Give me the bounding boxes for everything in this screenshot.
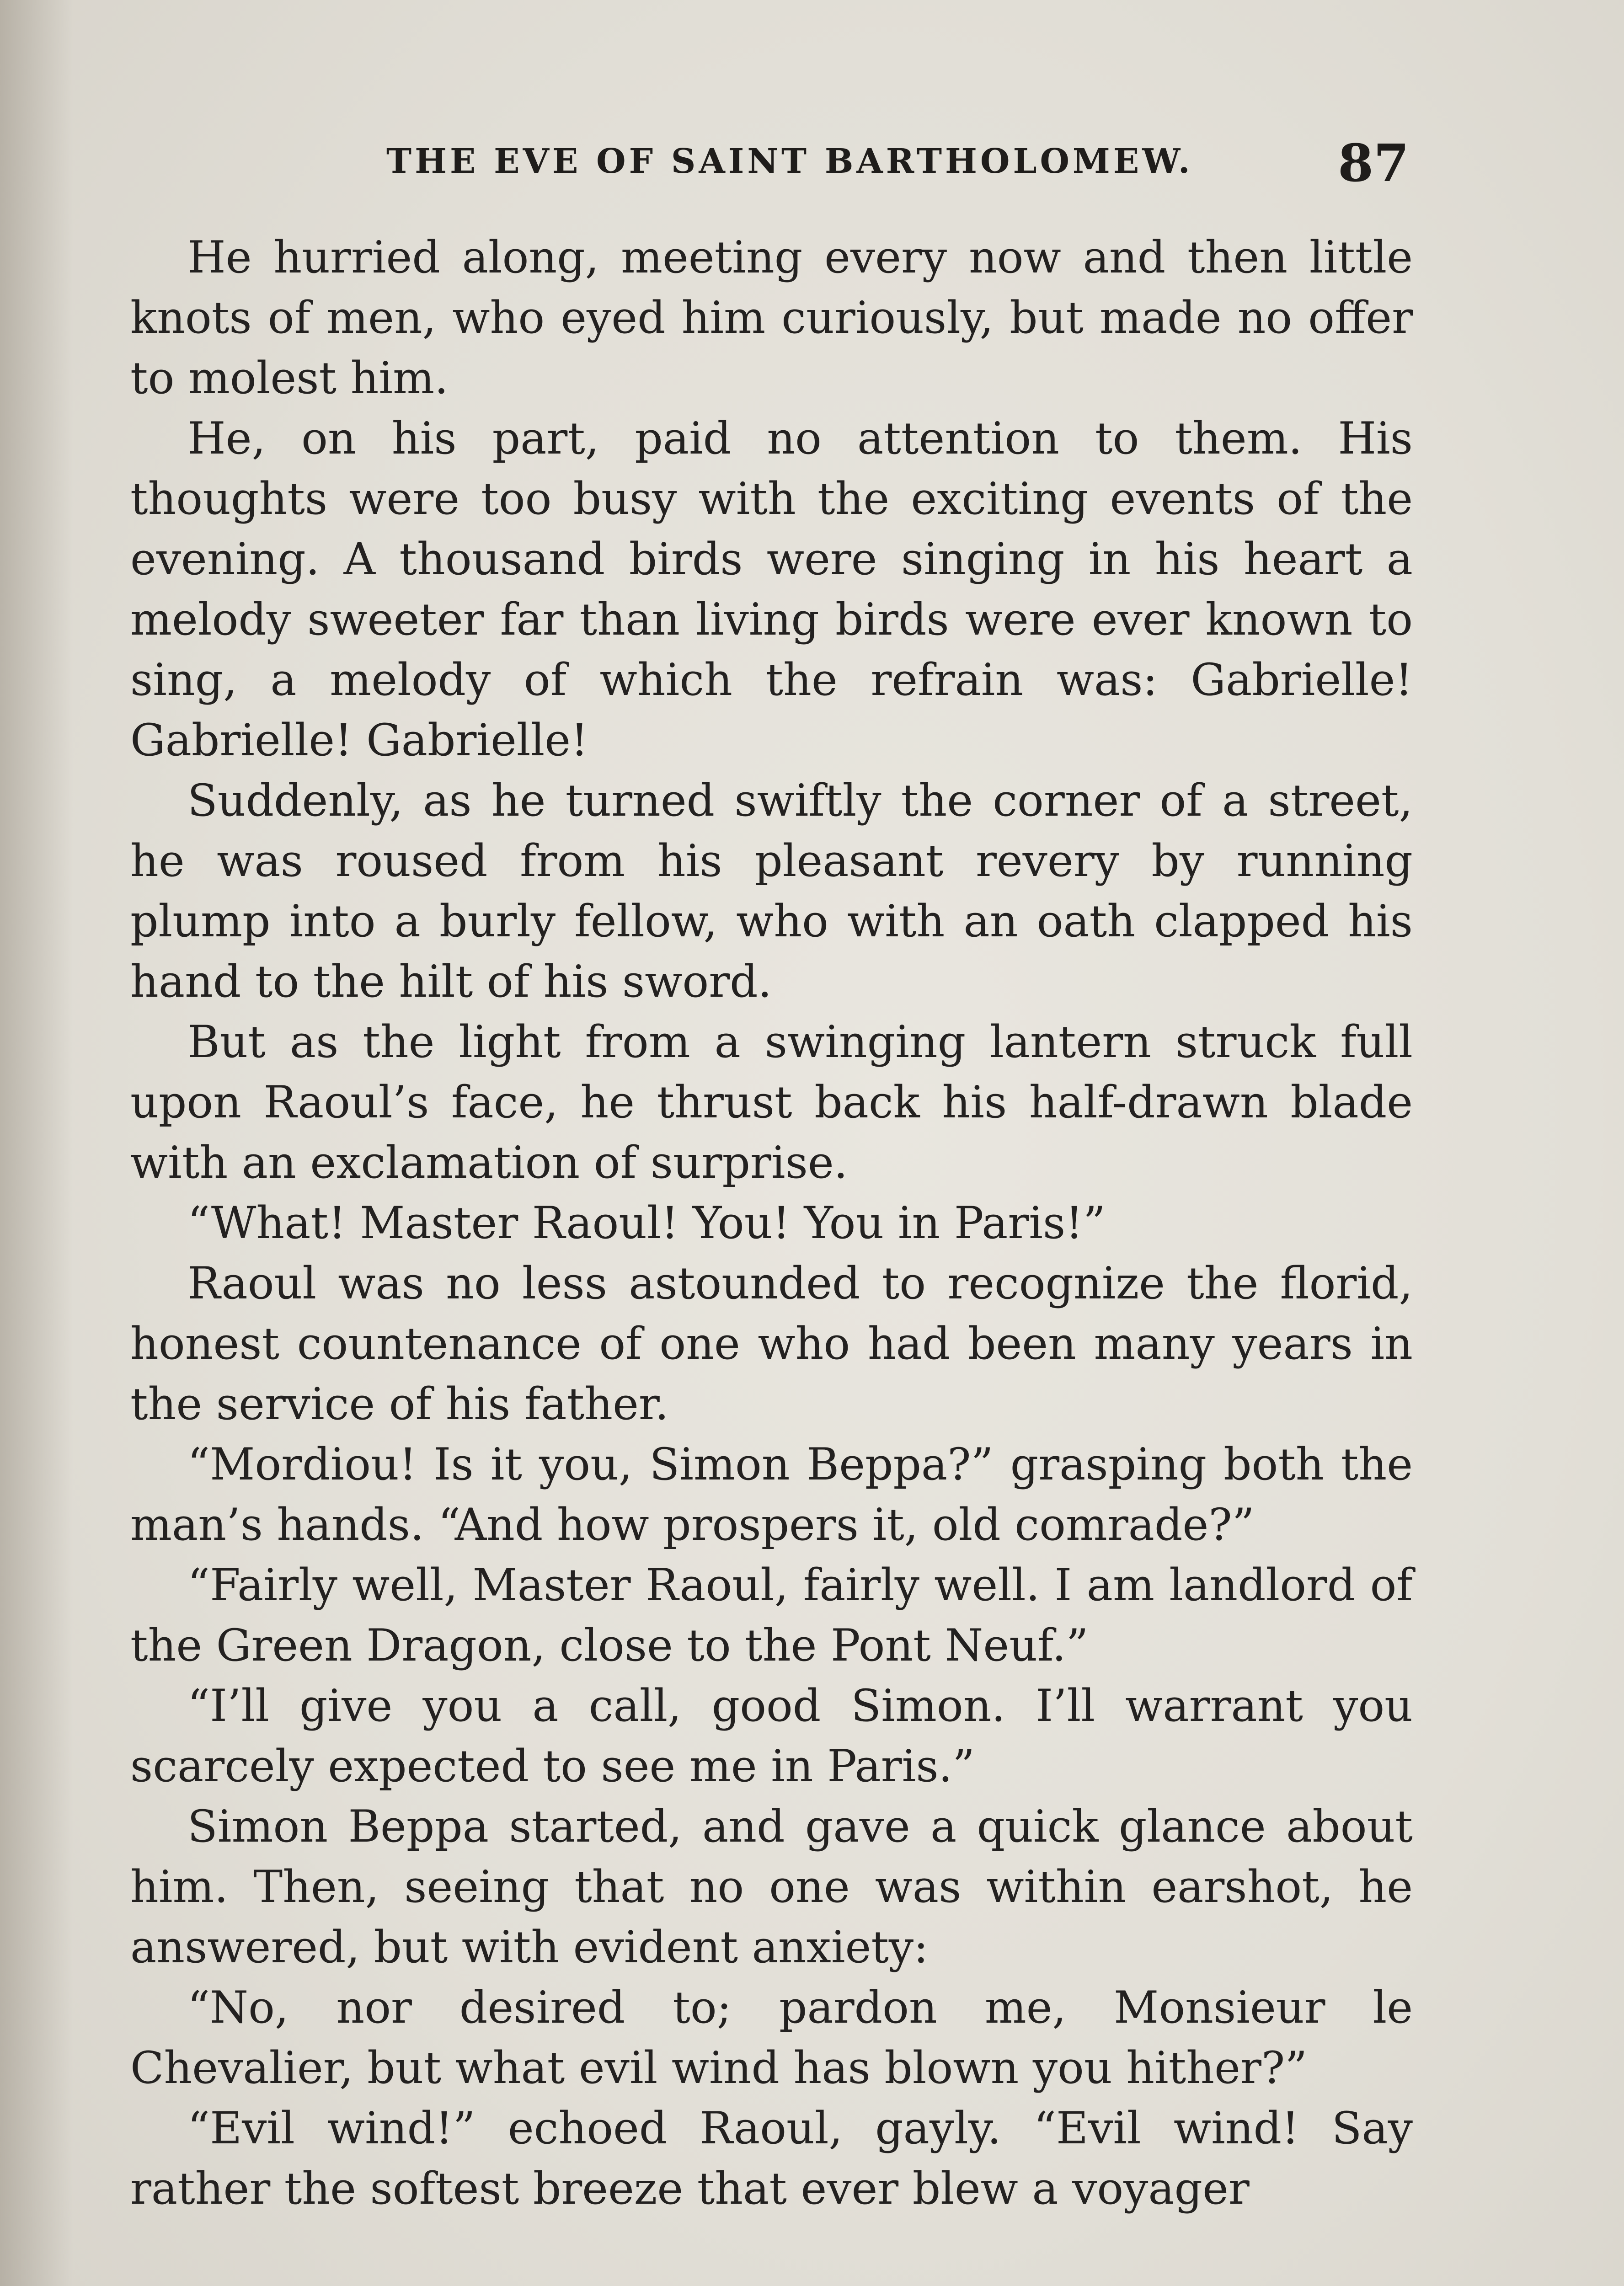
- paragraph: “I’ll give you a call, good Simon. I’ll warrant you scarcely expected to see me in Paris.”: [130, 1680, 1413, 1792]
- paragraph: Simon Beppa started, and gave a quick glance about him. Then, seeing that no one was within earshot, he answered, but with evident anxiety:: [130, 1801, 1413, 1973]
- paragraph: “Fairly well, Master Raoul, fairly well. I am landlord of the Green Dragon, close to the Pont Neuf.”: [130, 1560, 1413, 1671]
- paragraph: But as the light from a swinging lantern struck full upon Raoul’s face, he thrust back his half-drawn blade with an exclamation of surprise.: [130, 1016, 1413, 1188]
- paragraph: He, on his part, paid no attention to them. His thoughts were too busy with the exciting events of the evening. A thousand birds were singing in his heart a melody sweeter far than living birds were ever known to sing, a melody of which the refrain was: Gabrielle! Gabrielle! Gabrielle!: [130, 413, 1413, 766]
- paragraph: “Evil wind!” echoed Raoul, gayly. “Evil wind! Say rather the softest breeze that ever blew a voyager: [130, 2103, 1413, 2214]
- paragraph: “No, nor desired to; pardon me, Monsieur le Chevalier, but what evil wind has blown you hither?”: [130, 1982, 1413, 2094]
- body-text: [130, 227, 1413, 2219]
- paragraph: He hurried along, meeting every now and then little knots of men, who eyed him curiously, but made no offer to molest him.: [130, 232, 1413, 404]
- page-number: 87: [1338, 134, 1409, 193]
- paragraph: “What! Master Raoul! You! You in Paris!”: [187, 1197, 1106, 1249]
- running-title: THE EVE OF SAINT BARTHOLOMEW.: [386, 142, 1193, 181]
- paragraph: “Mordiou! Is it you, Simon Beppa?” grasping both the man’s hands. “And how prospers it, old comrade?”: [130, 1439, 1413, 1550]
- paragraph: Raoul was no less astounded to recognize the florid, honest countenance of one who had been many years in the service of his father.: [130, 1258, 1413, 1430]
- paragraph: Suddenly, as he turned swiftly the corner of a street, he was roused from his pleasant revery by running plump into a burly fellow, who with an oath clapped his hand to the hilt of his sword.: [130, 775, 1413, 1007]
